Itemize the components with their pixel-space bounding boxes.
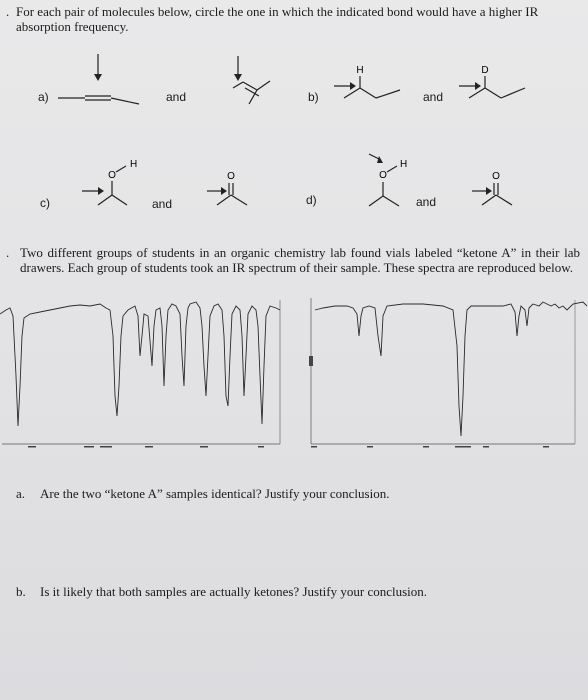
molecule-a2 (225, 48, 275, 108)
question-1-text: For each pair of molecules below, circle the one in which the indicated bond would have a higher IR absorption frequency. (16, 4, 539, 34)
atom-o: O (108, 170, 116, 181)
sub-question-a-letter: a. (16, 486, 26, 501)
molecule-d1 (355, 150, 425, 215)
pair-c-and: and (152, 197, 173, 211)
question-2-text: Two different groups of students in an organic chemistry lab found vials labeled “ketone A” in their lab drawers. Each group of students took an IR spectrum of their sample. These spectra are reproduced below. (20, 245, 580, 275)
pair-c-label: c) (40, 196, 50, 210)
molecule-b1 (330, 58, 410, 108)
ir-spectrum-1 (0, 296, 282, 456)
sub-question-a-text: Are the two “ketone A” samples identical? Justify your conclusion. (40, 486, 390, 501)
atom-o: O (379, 170, 387, 181)
pair-d-and: and (416, 195, 437, 209)
atom-o: O (227, 171, 235, 182)
molecule-d2 (470, 165, 530, 210)
pair-b-label: b) (308, 90, 319, 104)
question-1-bullet: . (6, 4, 10, 19)
molecule-a1 (55, 50, 145, 110)
molecule-b2 (455, 58, 535, 108)
atom-h: H (130, 159, 138, 170)
atom-h: H (400, 159, 408, 170)
atom-d: D (481, 65, 489, 76)
pair-a-label: a) (38, 90, 49, 104)
molecule-c2 (205, 165, 265, 210)
pair-d-label: d) (306, 193, 317, 207)
question-2-bullet: . (6, 245, 10, 260)
sub-question-b-text: Is it likely that both samples are actually ketones? Justify your conclusion. (40, 584, 428, 599)
sub-question-b-letter: b. (16, 584, 26, 599)
atom-h: H (356, 65, 364, 76)
pair-b-and: and (423, 90, 444, 104)
ir-spectrum-2 (303, 296, 588, 456)
molecule-c1 (80, 155, 150, 215)
pair-a-and: and (166, 90, 187, 104)
atom-o: O (492, 171, 500, 182)
